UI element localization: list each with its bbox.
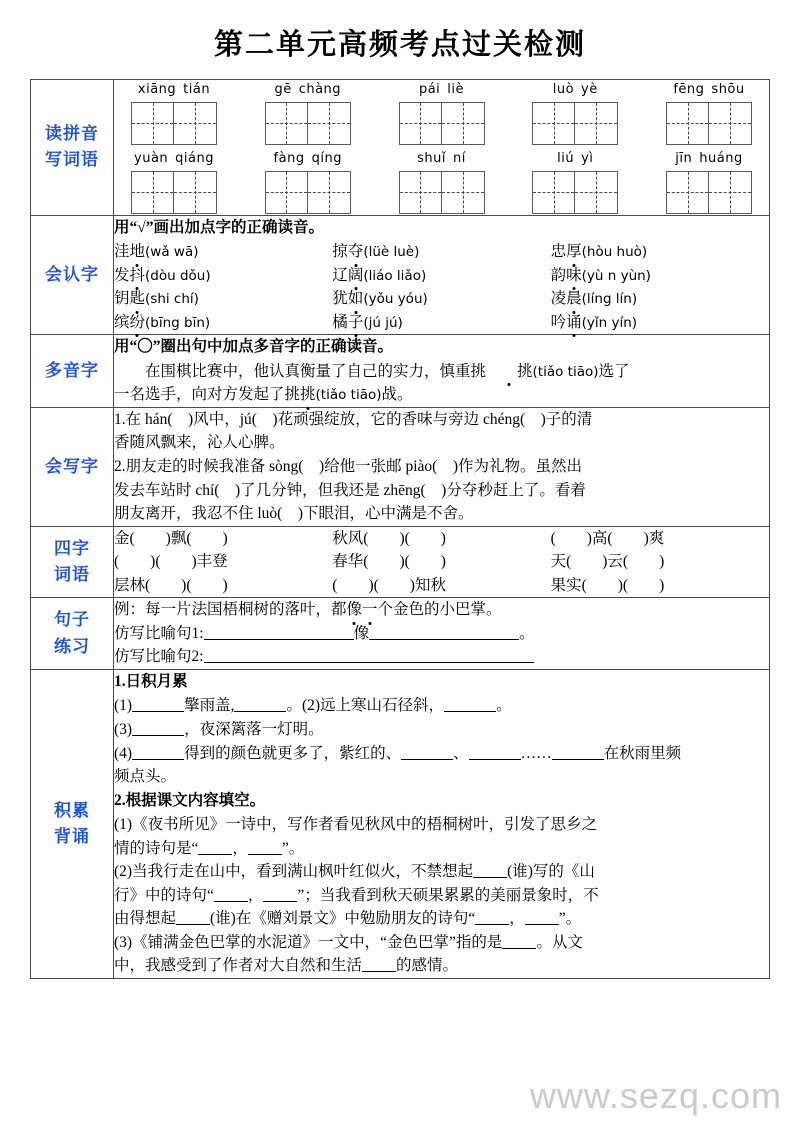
row-label-memorize [31, 669, 114, 978]
dotted-char: 一 [362, 598, 378, 622]
dotted-char: 像 [347, 598, 363, 622]
recognize-cell [114, 215, 770, 335]
table-row-write [31, 407, 770, 526]
answer-blank[interactable] [444, 696, 496, 713]
idiom-item[interactable]: 天( )云( ) [550, 553, 665, 571]
tianzige-pair[interactable] [532, 102, 618, 145]
tianzige-box[interactable] [308, 102, 351, 145]
tianzige-box[interactable] [131, 171, 174, 214]
pinyin-row-2 [114, 149, 769, 214]
polyphone-sentence-line2[interactable]: 一名选手，向对方发起了挑挑(tiǎo tiāo)战。 [114, 383, 769, 407]
tianzige-pair[interactable] [265, 102, 351, 145]
write-item2-line2[interactable]: 发去车站时 chí( )了几分钟，但我还是 zhēng( )分夺秒赶上了。看着 [114, 481, 586, 499]
recognize-row [114, 240, 769, 264]
answer-blank[interactable] [214, 885, 248, 902]
sentence-practice-2[interactable]: 仿写比喻句2: [114, 645, 769, 669]
recognize-item[interactable]: 钥匙(shi chí) [114, 287, 332, 311]
tianzige-pair[interactable] [131, 171, 217, 214]
recognize-item[interactable]: 犹如(yǒu yóu) [332, 287, 550, 311]
row-label-polyphone [31, 335, 114, 408]
memorize-p1-line2[interactable]: 情的诗句是“ ， ”。 [114, 839, 305, 857]
recognize-item[interactable]: 忠厚(hòu huò) [551, 240, 769, 264]
row-label-memorize-line1: 积累 [54, 800, 90, 820]
dotted-char: 如 [348, 287, 364, 311]
write-item1-line2[interactable]: 香随风飘来，沁人心脾。 [114, 434, 285, 452]
tianzige-pair[interactable] [399, 102, 485, 145]
answer-blank[interactable] [475, 909, 509, 926]
dotted-char: 挑 [300, 383, 316, 407]
tianzige-box[interactable] [532, 102, 575, 145]
answer-blank[interactable] [176, 909, 210, 926]
dotted-char: 抖 [130, 264, 146, 288]
pinyin-text: liú yì [557, 150, 594, 166]
tianzige-box[interactable] [442, 171, 485, 214]
dotted-char: 味 [566, 264, 582, 288]
write-item2-line1[interactable]: 2.朋友走的时候我准备 sòng( )给他一张邮 piào( )作为礼物。虽然出 [114, 457, 582, 475]
table-row-pinyin [31, 80, 770, 216]
tianzige-box[interactable] [666, 171, 709, 214]
idiom-row [114, 527, 769, 551]
dotted-char: 阔 [348, 264, 364, 288]
tianzige-pair[interactable] [399, 171, 485, 214]
pinyin-text: jīn huáng [675, 150, 743, 166]
recognize-item[interactable]: 辽阔(liáo liǎo) [332, 264, 550, 288]
polyphone-instruction: 用“〇”圈出句中加点多音字的正确读音。 [114, 338, 394, 356]
dotted-char: 厚 [566, 240, 582, 264]
row-label-recognize [31, 215, 114, 335]
memorize-p2-line3[interactable]: 由得想起 (谁)在《赠刘景文》中勉励朋友的诗句“ ， ”。 [114, 910, 582, 928]
recognize-row [114, 311, 769, 335]
tianzige-box[interactable] [174, 102, 217, 145]
row-label-sentence-line1: 句子 [54, 610, 90, 630]
pinyin-text: shuǐ ní [417, 150, 466, 166]
pinyin-word [382, 80, 502, 145]
row-label-sentence [31, 598, 114, 670]
idiom-item[interactable]: ( )高( )爽 [550, 529, 665, 547]
tianzige-box[interactable] [399, 171, 442, 214]
write-item1-line1[interactable]: 1.在 hán( )风中，jú( )花顽强绽放，它的香味与旁边 chéng( )子的清 [114, 410, 593, 428]
answer-blank[interactable] [204, 647, 534, 664]
tianzige-pair[interactable] [532, 171, 618, 214]
answer-blank[interactable] [132, 696, 184, 713]
memorize-heading-1: 1.日积月累 [114, 672, 188, 690]
recognize-row [114, 264, 769, 288]
pinyin-word [248, 80, 368, 145]
dotted-char: 子 [348, 311, 364, 335]
worksheet-table [30, 79, 770, 979]
table-row-idioms [31, 526, 770, 598]
site-watermark: www.sezq.com [529, 1075, 782, 1116]
memorize-cell [114, 669, 770, 978]
sentence-example: 例：每一片法国梧桐树的落叶，都像一个金色的小巴掌。 [114, 598, 769, 622]
idiom-item[interactable]: 金( )飘( ) [114, 529, 228, 547]
recognize-item[interactable]: 韵味(yù n yùn) [551, 264, 769, 288]
row-label-idioms [31, 526, 114, 598]
idiom-row [114, 574, 769, 598]
tianzige-box[interactable] [442, 102, 485, 145]
answer-blank[interactable] [263, 885, 297, 902]
row-label-write-text: 会写字 [45, 456, 99, 476]
pinyin-word [515, 80, 635, 145]
tianzige-box[interactable] [399, 102, 442, 145]
answer-blank[interactable] [401, 743, 453, 760]
memorize-q3-line1[interactable]: (4) 得到的颜色就更多了，紫红的、 、 …… 在秋雨里频 [114, 744, 682, 762]
answer-blank[interactable] [362, 956, 396, 973]
write-cell [114, 407, 770, 526]
idiom-item[interactable]: 果实( )( ) [550, 576, 665, 594]
pinyin-cell [114, 80, 770, 216]
pinyin-word [382, 149, 502, 214]
row-label-pinyin [31, 80, 114, 216]
tianzige-box[interactable] [709, 171, 752, 214]
idioms-cell [114, 526, 770, 598]
answer-blank[interactable] [248, 838, 282, 855]
pinyin-text: pái liè [418, 82, 465, 97]
write-item2-line3[interactable]: 朋友离开，我忍不住 luò( )下眼泪，心中满是不舍。 [114, 505, 474, 523]
row-label-write [31, 407, 114, 526]
pinyin-word [649, 149, 769, 214]
dotted-char: 夺 [348, 240, 364, 264]
row-label-pinyin-line1: 读拼音 [45, 123, 99, 143]
idiom-row [114, 550, 769, 574]
table-row-memorize [31, 669, 770, 978]
memorize-p3-line1[interactable]: (3)《铺满金色巴掌的水泥道》一文中，“金色巴掌”指的是 。从文 [114, 933, 583, 951]
pinyin-text: yuàn qiáng [134, 150, 214, 166]
tianzige-box[interactable] [575, 102, 618, 145]
memorize-p3-line2[interactable]: 中，我感受到了作者对大自然和生活 的感情。 [114, 957, 459, 975]
answer-blank[interactable] [132, 719, 184, 736]
recognize-instruction: 用“√”画出加点字的正确读音。 [114, 218, 325, 236]
tianzige-box[interactable] [532, 171, 575, 214]
memorize-p2-line1[interactable]: (2)当我行走在山中，看到满山枫叶红似火，不禁想起 (谁)写的《山 [114, 863, 595, 881]
dotted-char: 诵 [566, 311, 582, 335]
row-label-recognize-text: 会认字 [45, 264, 99, 284]
memorize-p1-line1: (1)《夜书所见》一诗中，写作者看见秋风中的梧桐树叶，引发了思乡之 [114, 816, 598, 834]
answer-blank[interactable] [502, 932, 536, 949]
memorize-heading-2: 2.根据课文内容填空。 [114, 791, 266, 809]
dotted-char: 挑 [486, 360, 533, 384]
pinyin-word [114, 80, 234, 145]
answer-blank[interactable] [204, 623, 354, 640]
recognize-item[interactable]: 掠夺(lüè luè) [332, 240, 550, 264]
sentence-cell [114, 598, 770, 670]
answer-blank[interactable] [198, 838, 232, 855]
idiom-item[interactable]: 秋风( )( ) [332, 529, 446, 547]
recognize-row [114, 287, 769, 311]
sentence-practice-1[interactable]: 仿写比喻句1: 像 。 [114, 624, 535, 642]
memorize-p2-line2[interactable]: 行》中的诗句“ ， ”；当我看到秋天硕果累累的美丽景象时，不 [114, 886, 599, 904]
tianzige-pair[interactable] [265, 171, 351, 214]
tianzige-box[interactable] [666, 102, 709, 145]
answer-blank[interactable] [552, 743, 604, 760]
polyphone-sentence-line1[interactable]: 在围棋比赛中，他认真衡量了自己的实力，慎重挑 挑(tiǎo tiāo)选了 [114, 360, 769, 384]
answer-blank[interactable] [369, 623, 519, 640]
memorize-q1[interactable]: (1) 擎雨盖, 。(2)远上寒山石径斜， 。 [114, 697, 512, 715]
answer-blank[interactable] [234, 696, 286, 713]
recognize-item[interactable]: 橘子(jú jú) [332, 311, 550, 335]
row-label-pinyin-line2: 写词语 [45, 150, 99, 170]
pinyin-word [515, 149, 635, 214]
idiom-item[interactable]: 春华( )( ) [332, 553, 446, 571]
pinyin-word [114, 149, 234, 214]
pinyin-text: luò yè [552, 82, 598, 97]
pinyin-text: xiāng tián [137, 82, 211, 97]
answer-blank[interactable] [132, 743, 184, 760]
pinyin-word [649, 80, 769, 145]
tianzige-pair[interactable] [666, 171, 752, 214]
dotted-char: 匙 [130, 287, 146, 311]
idiom-item[interactable]: ( )( )丰登 [114, 553, 228, 571]
polyphone-cell [114, 335, 770, 408]
recognize-item[interactable]: 发抖(dòu dǒu) [114, 264, 332, 288]
row-label-sentence-line2: 练习 [54, 636, 90, 656]
tianzige-box[interactable] [174, 171, 217, 214]
answer-blank[interactable] [469, 743, 521, 760]
tianzige-box[interactable] [308, 171, 351, 214]
page-title: 第二单元高频考点过关检测 [213, 29, 586, 61]
memorize-q2[interactable]: (3) ，夜深篱落一灯明。 [114, 720, 324, 738]
tianzige-box[interactable] [265, 171, 308, 214]
row-label-idioms-line1: 四字 [54, 538, 90, 558]
dotted-char: 地 [130, 240, 146, 264]
pinyin-row-1 [114, 80, 769, 145]
pinyin-word [248, 149, 368, 214]
tianzige-box[interactable] [575, 171, 618, 214]
recognize-item[interactable]: 凌晨(líng lín) [551, 287, 769, 311]
row-label-idioms-line2: 词语 [54, 564, 90, 584]
row-label-polyphone-text: 多音字 [45, 360, 99, 380]
idiom-item[interactable]: 层林( )( ) [114, 576, 228, 594]
pinyin-text: gē chàng [274, 82, 342, 97]
pinyin-text: fàng qíng [273, 150, 342, 166]
tianzige-box[interactable] [265, 102, 308, 145]
table-row-recognize [31, 215, 770, 335]
tianzige-pair[interactable] [666, 102, 752, 145]
answer-blank[interactable] [525, 909, 559, 926]
table-row-sentence [31, 598, 770, 670]
memorize-q3-line2: 频点头。 [114, 768, 177, 786]
tianzige-pair[interactable] [131, 102, 217, 145]
tianzige-box[interactable] [131, 102, 174, 145]
pinyin-text: fēng shōu [673, 82, 745, 97]
recognize-item[interactable]: 吟诵(yǐn yín) [551, 311, 769, 335]
row-label-memorize-line2: 背诵 [54, 826, 90, 846]
table-row-polyphone [31, 335, 770, 408]
answer-blank[interactable] [473, 862, 507, 879]
tianzige-box[interactable] [709, 102, 752, 145]
dotted-char: 晨 [566, 287, 582, 311]
recognize-item[interactable]: 洼地(wǎ wā) [114, 240, 332, 264]
dotted-char: 纷 [130, 311, 146, 335]
recognize-item[interactable]: 缤纷(bīng bīn) [114, 311, 332, 335]
idiom-item[interactable]: ( )( )知秋 [332, 576, 446, 594]
